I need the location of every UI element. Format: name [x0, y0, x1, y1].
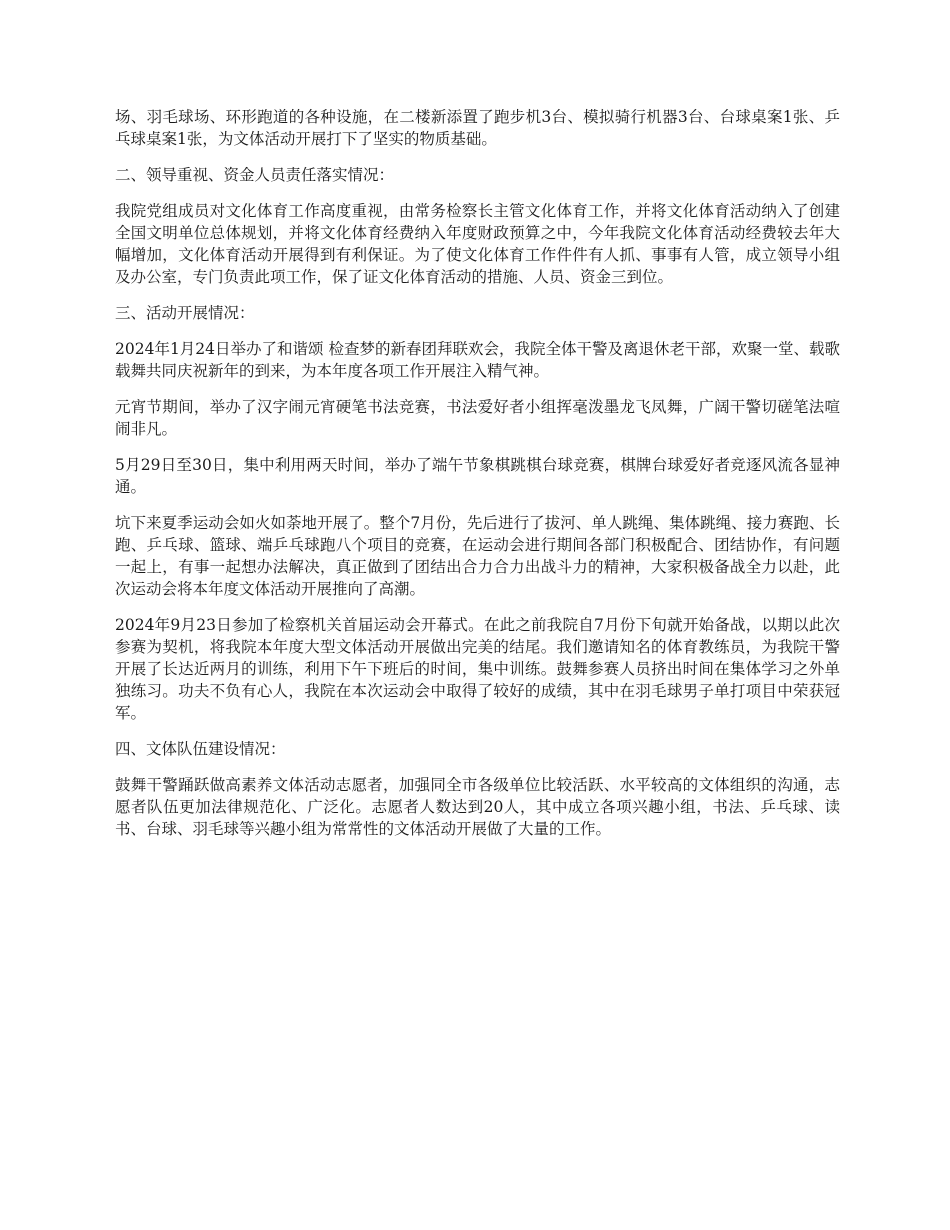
- paragraph-leadership: 我院党组成员对文化体育工作高度重视，由常务检察长主管文化体育工作，并将文化体育活动纳入了创建全国文明单位总体规划，并将文化体育经费纳入年度财政预算之中，今年我院文化体育活动经费较去年大幅增加，文化体育活动开展得到有利保证。为了使文化体育工作件件有人抓、事事有人管，成立领导小组及办公室，专门负责此项工作，保了证文化体育活动的措施、人员、资金三到位。: [115, 202, 840, 286]
- heading-team-building: 四、文体队伍建设情况：: [115, 740, 286, 758]
- paragraph-summer-games: 坑下来夏季运动会如火如荼地开展了。整个7月份，先后进行了拔河、单人跳绳、集体跳绳、接力赛跑、长跑、乒乓球、篮球、端乒乓球跑八个项目的竞赛，在运动会进行期间各部门积极配合、团结协作，有问题一起上，有事一起想办法解决，真正做到了团结出合力合力出战斗力的精神，大家积极备战全力以赴，此次运动会将本年度文体活动开展推向了高潮。: [115, 514, 840, 598]
- heading-leadership: 二、领导重视、资金人员责任落实情况：: [115, 166, 395, 184]
- paragraph-dragon-boat: 5月29日至30日，集中利用两天时间，举办了端午节象棋跳棋台球竞赛，棋牌台球爱好者竞逐风流各显神通。: [115, 456, 840, 496]
- paragraph-procuratorate-games: 2024年9月23日参加了检察机关首届运动会开幕式。在此之前我院自7月份下旬就开始备战，以期以此次参赛为契机，将我院本年度大型文体活动开展做出完美的结尾。我们邀请知名的体育教练员，为我院干警开展了长达近两月的训练，利用下午下班后的时间，集中训练。鼓舞参赛人员挤出时间在集体学习之外单独练习。功夫不负有心人，我院在本次运动会中取得了较好的成绩，其中在羽毛球男子单打项目中荣获冠军。: [115, 616, 840, 722]
- paragraph-volunteers: 鼓舞干警踊跃做高素养文体活动志愿者，加强同全市各级单位比较活跃、水平较高的文体组织的沟通，志愿者队伍更加法律规范化、广泛化。志愿者人数达到20人，其中成立各项兴趣小组，书法、乒乓球、读书、台球、羽毛球等兴趣小组为常常性的文体活动开展做了大量的工作。: [115, 776, 840, 838]
- paragraph-lantern-festival: 元宵节期间，举办了汉字闹元宵硬笔书法竞赛，书法爱好者小组挥毫泼墨龙飞凤舞，广阔干警切磋笔法喧闹非凡。: [115, 398, 840, 438]
- paragraph-new-year-gala: 2024年1月24日举办了和谐颂 检查梦的新春团拜联欢会，我院全体干警及离退休老干部，欢聚一堂、载歌载舞共同庆祝新年的到来，为本年度各项工作开展注入精气神。: [115, 340, 840, 380]
- paragraph-facilities: 场、羽毛球场、环形跑道的各种设施，在二楼新添置了跑步机3台、模拟骑行机器3台、台球桌案1张、乒乓球桌案1张，为文体活动开展打下了坚实的物质基础。: [115, 108, 840, 148]
- document-body: [115, 106, 840, 854]
- heading-activities: 三、活动开展情况：: [115, 304, 255, 322]
